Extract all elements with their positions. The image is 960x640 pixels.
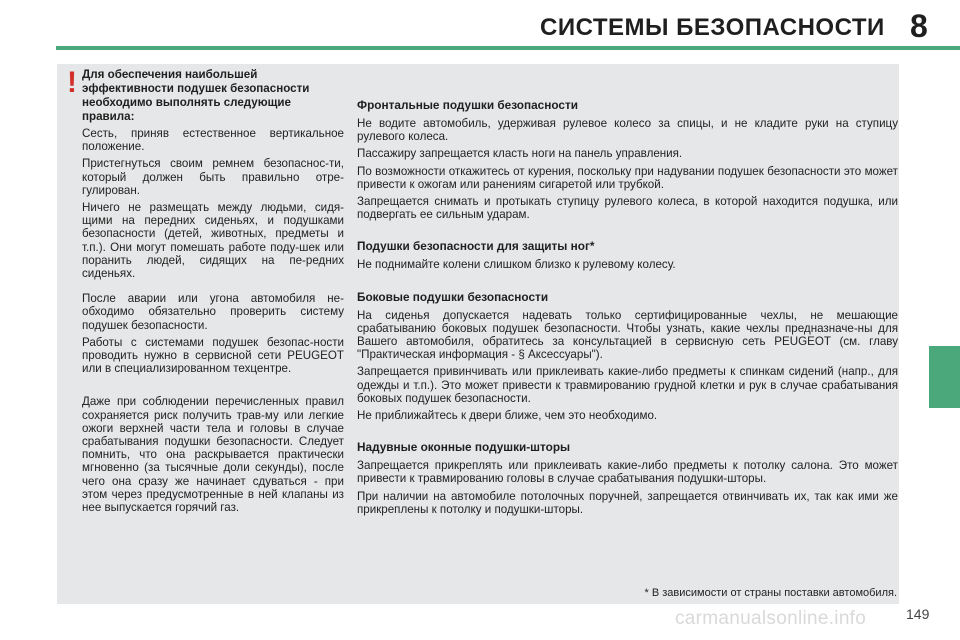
watermark: carmanualsonline.info bbox=[675, 608, 867, 629]
warning-heading: Для обеспечения наибольшей эффективности подушек безопасности необходимо выполнять следующие правила: bbox=[82, 68, 310, 123]
section-paragraph: Не приближайтесь к двери ближе, чем это необходимо. bbox=[357, 409, 658, 423]
section-paragraph: Запрещается снимать и протыкать ступицу рулевого колеса, в которой находится подушка, или подвергать ее сильным ударам. bbox=[357, 195, 898, 222]
section-heading: Фронтальные подушки безопасности bbox=[357, 98, 579, 112]
section-paragraph: На сиденья допускается надевать только сертифицированные чехлы, не мешающие срабатыванию боковых подушек безопасности. Чтобы узнать, какие чехлы предназначе-ны для Вашего автомобиля, обратитесь за консультацией в сервисную сеть PEUGEOT (см. главу "Практическая информация - § Аксессуары"). bbox=[357, 308, 898, 362]
header-divider bbox=[56, 46, 960, 50]
sections-column bbox=[357, 98, 898, 534]
exclamation-icon: ! bbox=[67, 66, 77, 99]
warning-paragraph: После аварии или угона автомобиля не-обходимо обязательно проверить систему подушек безопасности. bbox=[82, 292, 344, 332]
section-paragraph: Запрещается привинчивать или приклеивать какие-либо предметы к спинкам сидений (напр., для одежды и т.п.). Это может привести к травмированию грудной клетки и рук в случае срабатывания боковых подушек безопасности. bbox=[357, 365, 898, 405]
section-heading: Подушки безопасности для защиты ног* bbox=[357, 239, 595, 254]
section-side-airbags bbox=[357, 290, 898, 423]
chapter-number: 8 bbox=[910, 8, 928, 44]
warning-paragraph: Ничего не размещать между людьми, сидя-щими на передних сиденьях, и подушками безопасности (детей, животных, предметы и т.п.). Они могут помешать работе поду-шек или поранить людей, сидящих на пе-редних сиденьях. bbox=[82, 201, 344, 281]
chapter-tab bbox=[929, 346, 960, 408]
section-heading: Боковые подушки безопасности bbox=[357, 289, 549, 304]
warning-paragraph: Работы с системами подушек безопас-ности проводить нужно в сервисной сети PEUGEOT или в специализированном техцентре. bbox=[82, 335, 344, 376]
section-curtain-airbags bbox=[357, 440, 898, 516]
section-paragraph: Пассажиру запрещается класть ноги на панель управления. bbox=[357, 147, 683, 161]
section-paragraph: Запрещается прикреплять или приклеивать какие-либо предметы к потолку салона. Это может привести к травмированию головы в случае срабатывания подушки-шторы. bbox=[357, 459, 898, 486]
section-paragraph: Не поднимайте колени слишком близко к рулевому колесу. bbox=[357, 258, 676, 272]
section-knee-airbags bbox=[357, 239, 898, 271]
warning-paragraph: Пристегнуться своим ремнем безопаснос-ти, который должен быть правильно отре-гулирован. bbox=[82, 157, 344, 197]
warning-paragraph: Сесть, приняв естественное вертикальное положение. bbox=[82, 127, 344, 154]
footnote: * В зависимости от страны поставки автомобиля. bbox=[644, 587, 897, 599]
warning-column bbox=[82, 68, 344, 518]
warning-paragraph: Даже при соблюдении перечисленных правил сохраняется риск получить трав-му или легкие ожоги верхней части тела и головы в случае срабатывания подушки безопасности. Следует помнить, что она раскрывается практически мгновенно (за тысячные доли секунды), после чего она сразу же начинает сдуваться - при этом через предусмотренные в ней клапаны из нее выпускается горячий газ. bbox=[82, 395, 344, 515]
page-header-title: СИСТЕМЫ БЕЗОПАСНОСТИ bbox=[540, 14, 885, 41]
page-number: 149 bbox=[906, 606, 930, 622]
section-paragraph: Не водите автомобиль, удерживая рулевое колесо за спицы, и не кладите руки на ступицу рулевого колеса. bbox=[357, 117, 898, 144]
section-frontal-airbags bbox=[357, 98, 898, 221]
section-heading: Надувные оконные подушки-шторы bbox=[357, 440, 571, 455]
section-paragraph: При наличии на автомобиле потолочных поручней, запрещается отвинчивать их, так как ими же прикреплены к потолку и подушки-шторы. bbox=[357, 489, 898, 516]
section-paragraph: По возможности откажитесь от курения, поскольку при надувании подушек безопасности это может привести к ожогам или ранениям сигаретой или трубкой. bbox=[357, 164, 898, 191]
